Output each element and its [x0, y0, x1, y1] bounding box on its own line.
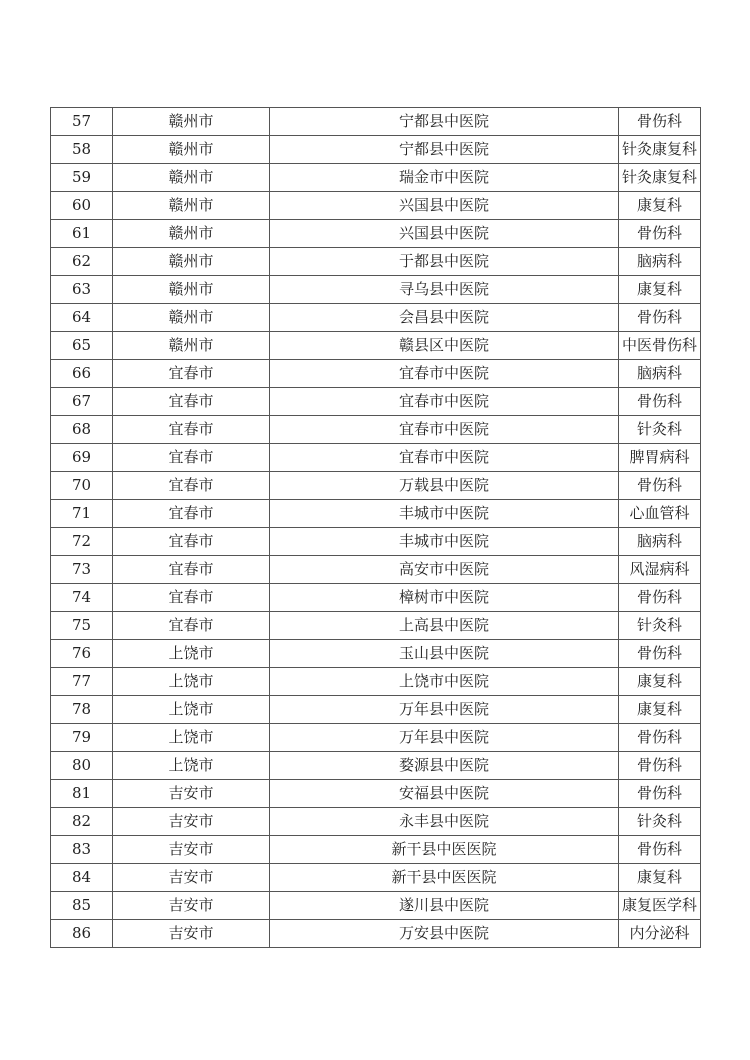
table-row — [51, 332, 701, 360]
department-cell: 中医骨伤科 — [619, 332, 701, 360]
hospital-cell: 宜春市中医院 — [270, 416, 619, 444]
table-row — [51, 416, 701, 444]
department-cell: 康复科 — [619, 696, 701, 724]
city-cell: 宜春市 — [113, 500, 270, 528]
hospital-department-table — [50, 107, 701, 948]
row-number-cell: 79 — [51, 724, 113, 752]
department-cell: 心血管科 — [619, 500, 701, 528]
department-cell: 康复医学科 — [619, 892, 701, 920]
table-row — [51, 192, 701, 220]
hospital-cell: 于都县中医院 — [270, 248, 619, 276]
department-cell: 骨伤科 — [619, 752, 701, 780]
city-cell: 宜春市 — [113, 556, 270, 584]
hospital-cell: 上饶市中医院 — [270, 668, 619, 696]
table-row — [51, 388, 701, 416]
row-number-cell: 61 — [51, 220, 113, 248]
table-row — [51, 444, 701, 472]
department-cell: 脑病科 — [619, 528, 701, 556]
city-cell: 宜春市 — [113, 528, 270, 556]
department-cell: 骨伤科 — [619, 724, 701, 752]
hospital-cell: 遂川县中医院 — [270, 892, 619, 920]
table-body — [51, 108, 701, 948]
row-number-cell: 76 — [51, 640, 113, 668]
city-cell: 上饶市 — [113, 752, 270, 780]
department-cell: 骨伤科 — [619, 472, 701, 500]
table-row — [51, 780, 701, 808]
row-number-cell: 77 — [51, 668, 113, 696]
hospital-cell: 永丰县中医院 — [270, 808, 619, 836]
city-cell: 宜春市 — [113, 444, 270, 472]
table-row — [51, 752, 701, 780]
row-number-cell: 84 — [51, 864, 113, 892]
hospital-cell: 兴国县中医院 — [270, 192, 619, 220]
row-number-cell: 69 — [51, 444, 113, 472]
hospital-cell: 万年县中医院 — [270, 724, 619, 752]
department-cell: 骨伤科 — [619, 388, 701, 416]
hospital-cell: 安福县中医院 — [270, 780, 619, 808]
department-cell: 骨伤科 — [619, 220, 701, 248]
table-row — [51, 668, 701, 696]
row-number-cell: 62 — [51, 248, 113, 276]
row-number-cell: 72 — [51, 528, 113, 556]
hospital-cell: 赣县区中医院 — [270, 332, 619, 360]
hospital-cell: 婺源县中医院 — [270, 752, 619, 780]
department-cell: 脑病科 — [619, 360, 701, 388]
table-row — [51, 164, 701, 192]
table-row — [51, 808, 701, 836]
department-cell: 康复科 — [619, 668, 701, 696]
table-row — [51, 500, 701, 528]
city-cell: 宜春市 — [113, 360, 270, 388]
table-row — [51, 892, 701, 920]
city-cell: 上饶市 — [113, 724, 270, 752]
table-row — [51, 836, 701, 864]
department-cell: 骨伤科 — [619, 304, 701, 332]
hospital-cell: 兴国县中医院 — [270, 220, 619, 248]
row-number-cell: 80 — [51, 752, 113, 780]
department-cell: 针灸康复科 — [619, 136, 701, 164]
city-cell: 赣州市 — [113, 220, 270, 248]
city-cell: 赣州市 — [113, 304, 270, 332]
table-row — [51, 696, 701, 724]
department-cell: 针灸科 — [619, 612, 701, 640]
department-cell: 内分泌科 — [619, 920, 701, 948]
table-row — [51, 528, 701, 556]
department-cell: 针灸科 — [619, 416, 701, 444]
city-cell: 赣州市 — [113, 248, 270, 276]
hospital-cell: 高安市中医院 — [270, 556, 619, 584]
hospital-cell: 万载县中医院 — [270, 472, 619, 500]
hospital-cell: 瑞金市中医院 — [270, 164, 619, 192]
table-row — [51, 724, 701, 752]
department-cell: 脑病科 — [619, 248, 701, 276]
city-cell: 赣州市 — [113, 136, 270, 164]
row-number-cell: 74 — [51, 584, 113, 612]
hospital-cell: 丰城市中医院 — [270, 528, 619, 556]
table-row — [51, 864, 701, 892]
city-cell: 吉安市 — [113, 836, 270, 864]
row-number-cell: 63 — [51, 276, 113, 304]
hospital-cell: 会昌县中医院 — [270, 304, 619, 332]
hospital-cell: 宁都县中医院 — [270, 136, 619, 164]
hospital-cell: 宜春市中医院 — [270, 360, 619, 388]
table-row — [51, 584, 701, 612]
hospital-cell: 樟树市中医院 — [270, 584, 619, 612]
row-number-cell: 65 — [51, 332, 113, 360]
hospital-cell: 万安县中医院 — [270, 920, 619, 948]
row-number-cell: 64 — [51, 304, 113, 332]
city-cell: 赣州市 — [113, 332, 270, 360]
row-number-cell: 70 — [51, 472, 113, 500]
department-cell: 康复科 — [619, 276, 701, 304]
department-cell: 康复科 — [619, 192, 701, 220]
city-cell: 赣州市 — [113, 164, 270, 192]
department-cell: 针灸康复科 — [619, 164, 701, 192]
row-number-cell: 86 — [51, 920, 113, 948]
hospital-cell: 万年县中医院 — [270, 696, 619, 724]
hospital-cell: 宜春市中医院 — [270, 444, 619, 472]
table-row — [51, 136, 701, 164]
city-cell: 赣州市 — [113, 108, 270, 136]
hospital-cell: 寻乌县中医院 — [270, 276, 619, 304]
table-row — [51, 360, 701, 388]
department-cell: 骨伤科 — [619, 836, 701, 864]
city-cell: 吉安市 — [113, 808, 270, 836]
row-number-cell: 78 — [51, 696, 113, 724]
row-number-cell: 71 — [51, 500, 113, 528]
row-number-cell: 85 — [51, 892, 113, 920]
table-row — [51, 304, 701, 332]
city-cell: 上饶市 — [113, 668, 270, 696]
department-cell: 骨伤科 — [619, 640, 701, 668]
row-number-cell: 82 — [51, 808, 113, 836]
table-row — [51, 108, 701, 136]
city-cell: 宜春市 — [113, 388, 270, 416]
row-number-cell: 81 — [51, 780, 113, 808]
row-number-cell: 67 — [51, 388, 113, 416]
department-cell: 风湿病科 — [619, 556, 701, 584]
hospital-cell: 宁都县中医院 — [270, 108, 619, 136]
department-cell: 脾胃病科 — [619, 444, 701, 472]
table-row — [51, 472, 701, 500]
hospital-cell: 玉山县中医院 — [270, 640, 619, 668]
row-number-cell: 83 — [51, 836, 113, 864]
department-cell: 针灸科 — [619, 808, 701, 836]
row-number-cell: 73 — [51, 556, 113, 584]
department-cell: 骨伤科 — [619, 584, 701, 612]
city-cell: 吉安市 — [113, 780, 270, 808]
hospital-cell: 丰城市中医院 — [270, 500, 619, 528]
city-cell: 上饶市 — [113, 696, 270, 724]
hospital-cell: 新干县中医医院 — [270, 836, 619, 864]
table-row — [51, 220, 701, 248]
hospital-cell: 宜春市中医院 — [270, 388, 619, 416]
city-cell: 赣州市 — [113, 192, 270, 220]
table-row — [51, 276, 701, 304]
row-number-cell: 60 — [51, 192, 113, 220]
row-number-cell: 59 — [51, 164, 113, 192]
row-number-cell: 58 — [51, 136, 113, 164]
city-cell: 宜春市 — [113, 472, 270, 500]
city-cell: 吉安市 — [113, 892, 270, 920]
city-cell: 宜春市 — [113, 612, 270, 640]
city-cell: 宜春市 — [113, 584, 270, 612]
department-cell: 骨伤科 — [619, 108, 701, 136]
table-row — [51, 640, 701, 668]
city-cell: 赣州市 — [113, 276, 270, 304]
hospital-cell: 上高县中医院 — [270, 612, 619, 640]
table-row — [51, 248, 701, 276]
row-number-cell: 68 — [51, 416, 113, 444]
table-row — [51, 920, 701, 948]
city-cell: 上饶市 — [113, 640, 270, 668]
city-cell: 宜春市 — [113, 416, 270, 444]
row-number-cell: 75 — [51, 612, 113, 640]
hospital-cell: 新干县中医医院 — [270, 864, 619, 892]
city-cell: 吉安市 — [113, 864, 270, 892]
row-number-cell: 66 — [51, 360, 113, 388]
table-row — [51, 556, 701, 584]
department-cell: 骨伤科 — [619, 780, 701, 808]
city-cell: 吉安市 — [113, 920, 270, 948]
row-number-cell: 57 — [51, 108, 113, 136]
table-row — [51, 612, 701, 640]
department-cell: 康复科 — [619, 864, 701, 892]
